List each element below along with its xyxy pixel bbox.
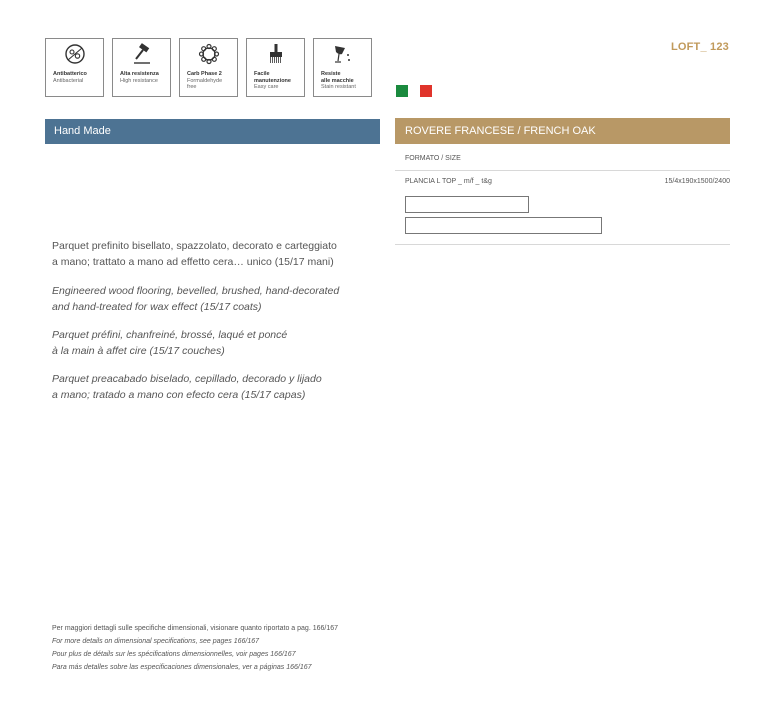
feature-subtitle: High resistance — [120, 78, 158, 84]
feature-title: Resiste — [321, 71, 341, 77]
feature-title: Facile — [254, 71, 270, 77]
feature-title: Alta resistenza — [120, 71, 159, 77]
feature-subtitle: Formaldehyde — [187, 78, 223, 84]
feature-title-2: alle macchie — [321, 78, 354, 84]
note-english: For more details on dimensional specifications, see pages 166/167 — [52, 638, 260, 645]
brush-icon — [265, 43, 287, 65]
feature-easy-care — [246, 38, 305, 97]
description-italian — [52, 238, 372, 270]
plank-label: PLANCIA L TOP _ m/f _ t&g — [405, 178, 492, 185]
wood-type-band: ROVERE FRANCESE / FRENCH OAK — [395, 118, 730, 144]
empty-box-2 — [405, 217, 602, 234]
note-spanish: Para más detalles sobre las especificaciones dimensionales, ver a páginas 166/167 — [52, 664, 312, 671]
divider — [395, 244, 730, 245]
hand-made-band: Hand Made — [45, 119, 380, 144]
note-french: Pour plus de détails sur les spécifications dimensionnelles, voir pages 166/167 — [52, 651, 296, 658]
antibacterial-icon — [64, 43, 86, 65]
description-line: à la main à affet cire (15/17 couches) — [52, 345, 225, 357]
description-french — [52, 327, 372, 359]
description-line: Parquet preacabado biselado, cepillado, decorado y lijado — [52, 373, 322, 385]
leaf-badge-icon — [198, 43, 220, 65]
description-line: Parquet préfini, chanfreiné, brossé, laqué et poncé — [52, 329, 288, 341]
flag-red — [420, 85, 432, 97]
feature-carb-phase-2 — [179, 38, 238, 97]
feature-subtitle: Antibacterial — [53, 78, 84, 84]
format-size-label: FORMATO / SIZE — [405, 155, 461, 162]
divider — [395, 170, 730, 171]
feature-title: Carb Phase 2 — [187, 71, 222, 77]
feature-high-resistance — [112, 38, 171, 97]
feature-stain-resistant — [313, 38, 372, 97]
note-italian: Per maggiori dettagli sulle specifiche dimensionali, visionare quanto riportato a pag. 166/167 — [52, 625, 339, 632]
plank-dimensions: 15/4x190x1500/2400 — [664, 178, 730, 185]
hammer-icon — [131, 43, 153, 65]
feature-title-2: manutenzione — [254, 78, 291, 84]
description-line: a mano; tratado a mano con efecto cera (15/17 capas) — [52, 389, 306, 401]
feature-subtitle: Stain resistant — [321, 84, 356, 90]
feature-antibacterial — [45, 38, 104, 97]
feature-subtitle-2: free — [187, 84, 197, 90]
description-line: a mano; trattato a mano ad effetto cera… unico (15/17 mani) — [52, 256, 334, 268]
description-english — [52, 283, 372, 315]
feature-subtitle: Easy care — [254, 84, 279, 90]
description-line: and hand-treated for wax effect (15/17 coats) — [52, 301, 262, 313]
product-code: LOFT_ 123 — [670, 41, 729, 53]
empty-box-1 — [405, 196, 529, 213]
feature-icons-row — [45, 38, 372, 97]
description-line: Parquet prefinito bisellato, spazzolato, decorato e carteggiato — [52, 240, 337, 252]
flag-green — [396, 85, 408, 97]
description-spanish — [52, 371, 372, 403]
description-line: Engineered wood flooring, bevelled, brushed, hand-decorated — [52, 285, 340, 297]
feature-title: Antibatterico — [53, 71, 87, 77]
wine-glass-icon — [332, 43, 354, 65]
